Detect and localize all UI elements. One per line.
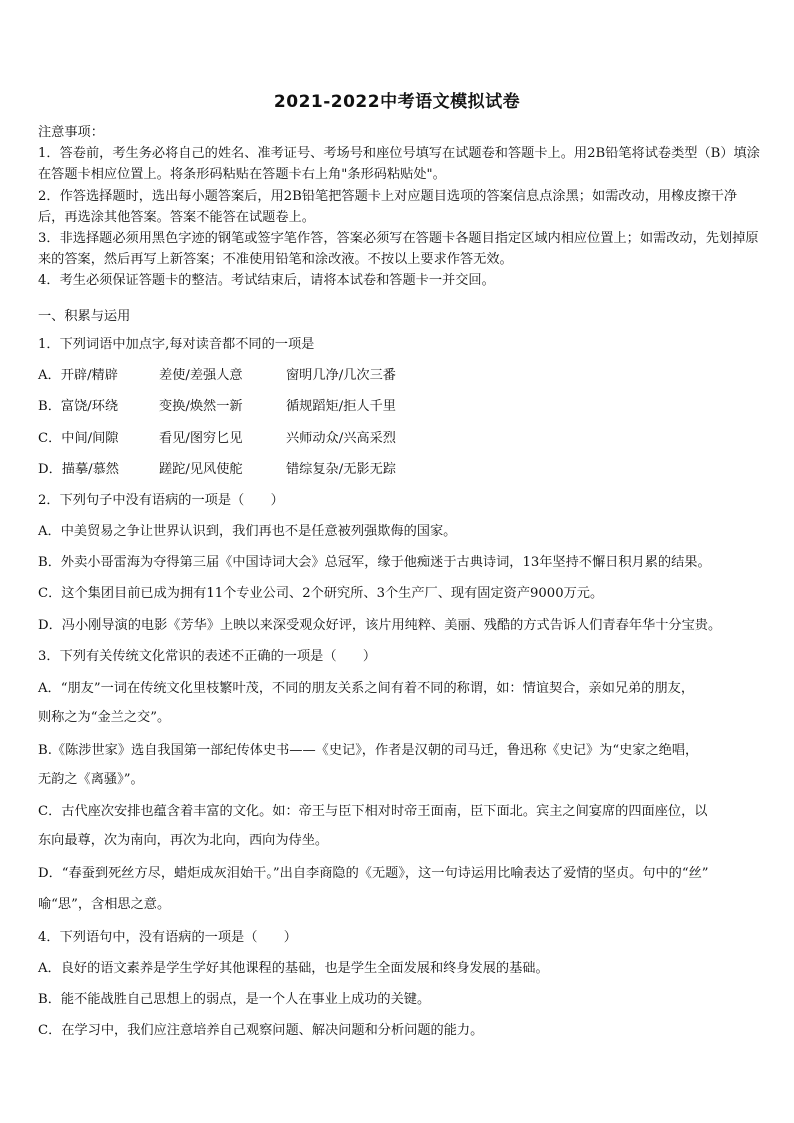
q1-c-word2: 看见/图穷匕见 <box>159 431 243 446</box>
q4-option-a: A．良好的语文素养是学生学好其他课程的基础，也是学生全面发展和终身发展的基础。 <box>38 961 549 976</box>
q2-option-c: C．这个集团目前已成为拥有11个专业公司、2个研究所、3个生产厂、现有固定资产9000万元。 <box>38 586 604 601</box>
notes-block <box>38 122 760 292</box>
q3-stem: 3．下列有关传统文化常识的表述不正确的一项是（ ） <box>38 649 377 664</box>
q3-option-b-line2: 无韵之《离骚》”。 <box>38 772 144 787</box>
note-item: 2．作答选择题时，选出每小题答案后，用2B铅笔把答题卡上对应题目选项的答案信息点涂黑；如需改动，用橡皮擦干净后，再选涂其他答案。答案不能答在试题卷上。 <box>38 188 738 225</box>
section-heading: 一、积累与运用 <box>38 309 131 324</box>
q2-option-d: D．冯小刚导演的电影《芳华》上映以来深受观众好评，该片用纯粹、美丽、残酷的方式告诉人们青春年华十分宝贵。 <box>38 618 722 633</box>
note-item: 1．答卷前，考生务必将自己的姓名、准考证号、考场号和座位号填写在试题卷和答题卡上。用2B铅笔将试卷类型（B）填涂在答题卡相应位置上。将条形码粘贴在答题卡右上角"条形码粘贴处"。 <box>38 146 760 183</box>
q1-a-word3: 窗明几净/几次三番 <box>286 368 396 383</box>
q1-a-word1: A．开辟/精辟 <box>38 368 118 383</box>
q1-c-word1: C．中间/间隙 <box>38 431 119 446</box>
q2-option-b: B．外卖小哥雷海为夺得第三届《中国诗词大会》总冠军，缘于他痴迷于古典诗词，13年坚持不懈日积月累的结果。 <box>38 555 711 570</box>
q3-option-c-line2: 东向最尊，次为南向，再次为北向，西向为侍坐。 <box>38 833 329 848</box>
q2-stem: 2．下列句子中没有语病的一项是（ ） <box>38 493 284 508</box>
q4-option-c: C．在学习中，我们应注意培养自己观察问题、解决问题和分析问题的能力。 <box>38 1023 484 1038</box>
q2-option-a: A．中美贸易之争让世界认识到，我们再也不是任意被列强欺侮的国家。 <box>38 524 457 539</box>
q1-b-word2: 变换/焕然一新 <box>159 399 243 414</box>
q4-stem: 4．下列语句中，没有语病的一项是（ ） <box>38 930 297 945</box>
q1-stem: 1．下列词语中加点字,每对读音都不同的一项是 <box>38 337 315 352</box>
q1-a-word2: 差使/差强人意 <box>159 368 243 383</box>
exam-title: 2021-2022中考语文模拟试卷 <box>273 92 521 112</box>
q3-option-a-line1: A．“朋友”一词在传统文化里枝繁叶茂，不同的朋友关系之间有着不同的称谓，如：情谊契合，亲如兄弟的朋友， <box>38 681 695 696</box>
notes-heading: 注意事项： <box>38 125 104 140</box>
note-item: 3．非选择题必须用黑色字迹的钢笔或签字笔作答，答案必须写在答题卡各题目指定区域内相应位置上；如需改动，先划掉原来的答案，然后再写上新答案；不准使用铅笔和涂改液。不按以上要求作答无效。 <box>38 231 759 268</box>
q1-b-word3: 循规蹈矩/拒人千里 <box>286 399 396 414</box>
q3-option-a-line2: 则称之为“金兰之交”。 <box>38 710 171 725</box>
q3-option-c-line1: C．古代座次安排也蕴含着丰富的文化。如：帝王与臣下相对时帝王面南，臣下面北。宾主之间宴席的四面座位，以 <box>38 804 708 819</box>
q3-option-b-line1: B.《陈涉世家》选自我国第一部纪传体史书——《史记》，作者是汉朝的司马迁，鲁迅称《史记》为“史家之绝唱， <box>38 743 699 758</box>
q1-c-word3: 兴师动众/兴高采烈 <box>286 431 396 446</box>
q3-option-d-line1: D．“春蚕到死丝方尽，蜡炬成灰泪始干。”出自李商隐的《无题》，这一句诗运用比喻表达了爱情的坚贞。句中的“丝” <box>38 866 709 881</box>
q4-option-b: B．能不能战胜自己思想上的弱点，是一个人在事业上成功的关键。 <box>38 992 431 1007</box>
q3-option-d-line2: 喻“思”，含相思之意。 <box>38 897 171 912</box>
q1-d-word2: 蹉跎/见风使舵 <box>159 462 243 477</box>
q1-d-word1: D．描摹/慕然 <box>38 462 119 477</box>
note-item: 4．考生必须保证答题卡的整洁。考试结束后，请将本试卷和答题卡一并交回。 <box>38 273 495 289</box>
q1-d-word3: 错综复杂/无影无踪 <box>286 462 396 477</box>
q1-b-word1: B．富饶/环绕 <box>38 399 119 414</box>
